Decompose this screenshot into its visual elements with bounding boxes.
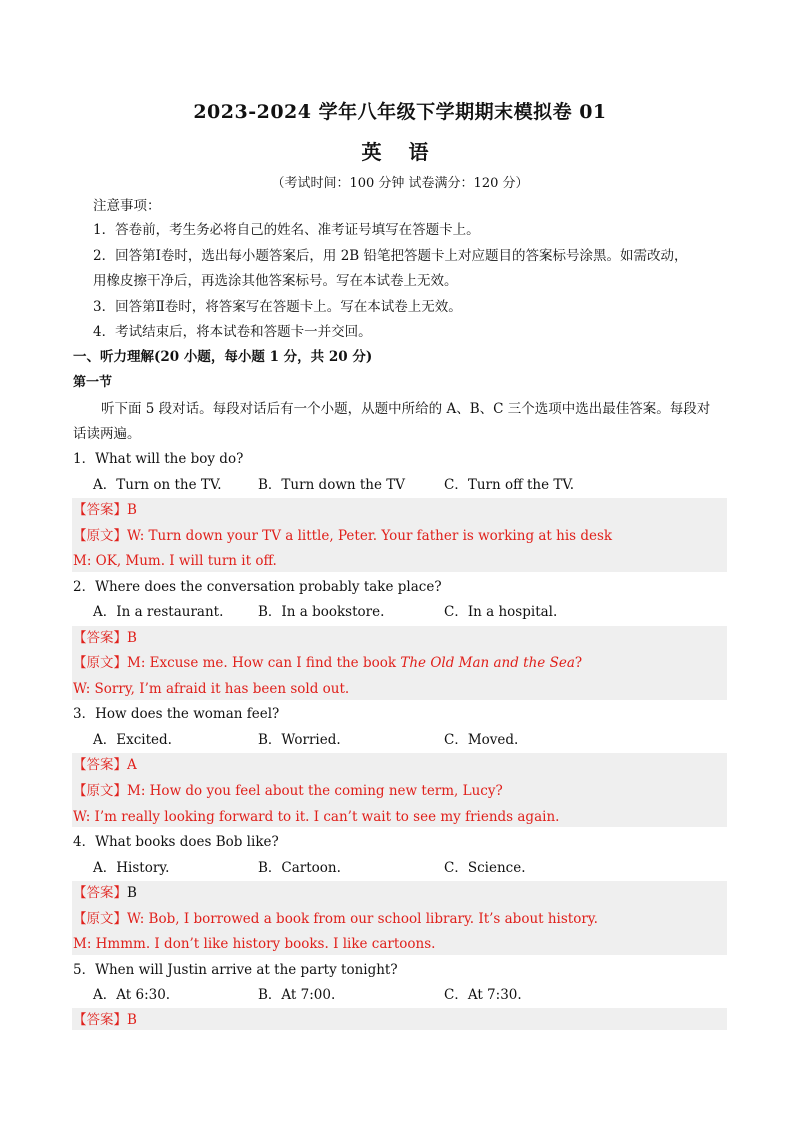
- note-item: 1．答卷前，考生务必将自己的姓名、准考证号填写在答题卡上。: [93, 222, 480, 238]
- note-item: 用橡皮擦干净后，再选涂其他答案标号。写在本试卷上无效。: [93, 273, 458, 289]
- answer-line: [73, 1010, 137, 1030]
- script-line-2: W: Sorry, I’m afraid it has been sold out.: [73, 681, 350, 697]
- answer-label: 【答案】: [73, 502, 127, 518]
- option-b: B．Cartoon.: [258, 860, 341, 876]
- answer-value: A: [127, 757, 137, 773]
- answer-label: 【答案】: [73, 757, 127, 773]
- option-c: C．At 7:30.: [444, 987, 522, 1003]
- question-stem: 2．Where does the conversation probably take place?: [73, 579, 442, 595]
- option-a: A．History.: [93, 860, 170, 876]
- instructions-line-1: 听下面 5 段对话。每段对话后有一个小题，从题中所给的 A、B、C 三个选项中选出最佳答案。每段对: [101, 401, 711, 417]
- option-b: B．At 7:00.: [258, 987, 336, 1003]
- script-text: M: Excuse me. How can I find the book: [127, 655, 401, 671]
- script-label: 【原文】: [73, 655, 127, 671]
- answer-label: 【答案】: [73, 1012, 127, 1028]
- option-a: A．At 6:30.: [93, 987, 171, 1003]
- notes-heading: 注意事项：: [93, 198, 161, 214]
- script-text-end: ?: [574, 655, 583, 671]
- option-a: A．Turn on the TV.: [93, 477, 222, 493]
- part-title: 第一节: [73, 375, 113, 390]
- script-text: W: Turn down your TV a little, Peter. Your father is working at his desk: [127, 528, 613, 544]
- exam-subject: 英 语: [361, 140, 439, 164]
- option-b: B．Turn down the TV: [258, 477, 406, 493]
- note-item: 4．考试结束后，将本试卷和答题卡一并交回。: [93, 324, 372, 340]
- script-line-2: W: I’m really looking forward to it. I can’t wait to see my friends again.: [73, 809, 560, 825]
- script-line: [73, 653, 582, 673]
- script-line-2: M: Hmmm. I don’t like history books. I like cartoons.: [73, 936, 436, 952]
- question-stem: 1．What will the boy do?: [73, 451, 244, 467]
- option-b: B．In a bookstore.: [258, 604, 385, 620]
- exam-title: 2023-2024 学年八年级下学期期末模拟卷 01: [193, 101, 607, 123]
- question-stem: 5．When will Justin arrive at the party tonight?: [73, 962, 398, 978]
- option-c: C．Turn off the TV.: [444, 477, 575, 493]
- script-label: 【原文】: [73, 783, 127, 799]
- question-stem: 3．How does the woman feel?: [73, 706, 280, 722]
- script-line: [73, 781, 503, 801]
- script-text: M: How do you feel about the coming new term, Lucy?: [127, 783, 503, 799]
- option-c: C．Science.: [444, 860, 526, 876]
- option-a: A．In a restaurant.: [93, 604, 224, 620]
- answer-value: B: [127, 885, 137, 901]
- answer-line: [73, 628, 137, 648]
- answer-value: B: [127, 630, 137, 646]
- script-line: [73, 526, 612, 546]
- answer-label: 【答案】: [73, 630, 127, 646]
- script-line: [73, 909, 598, 929]
- script-label: 【原文】: [73, 528, 127, 544]
- option-c: C．In a hospital.: [444, 604, 558, 620]
- book-title: The Old Man and the Sea: [400, 655, 575, 671]
- answer-line: [73, 883, 137, 903]
- option-a: A．Excited.: [93, 732, 172, 748]
- instructions-line-2: 话读两遍。: [73, 426, 141, 442]
- note-item: 2．回答第Ⅰ卷时，选出每小题答案后，用 2B 铅笔把答题卡上对应题目的答案标号涂黑。如需改动，: [93, 248, 688, 264]
- answer-value: B: [127, 502, 137, 518]
- script-text: W: Bob, I borrowed a book from our school library. It’s about history.: [127, 911, 598, 927]
- note-item: 3．回答第Ⅱ卷时，将答案写在答题卡上。写在本试卷上无效。: [93, 299, 462, 315]
- script-line-2: M: OK, Mum. I will turn it off.: [73, 553, 277, 569]
- answer-line: [73, 500, 137, 520]
- option-b: B．Worried.: [258, 732, 341, 748]
- answer-line: [73, 755, 137, 775]
- script-label: 【原文】: [73, 911, 127, 927]
- answer-block: [72, 1008, 727, 1030]
- section-title: 一、听力理解(20 小题，每小题 1 分，共 20 分): [73, 349, 373, 365]
- exam-meta: （考试时间：100 分钟 试卷满分：120 分）: [271, 176, 529, 191]
- answer-value: B: [127, 1012, 137, 1028]
- question-stem: 4．What books does Bob like?: [73, 834, 279, 850]
- answer-label: 【答案】: [73, 885, 127, 901]
- option-c: C．Moved.: [444, 732, 519, 748]
